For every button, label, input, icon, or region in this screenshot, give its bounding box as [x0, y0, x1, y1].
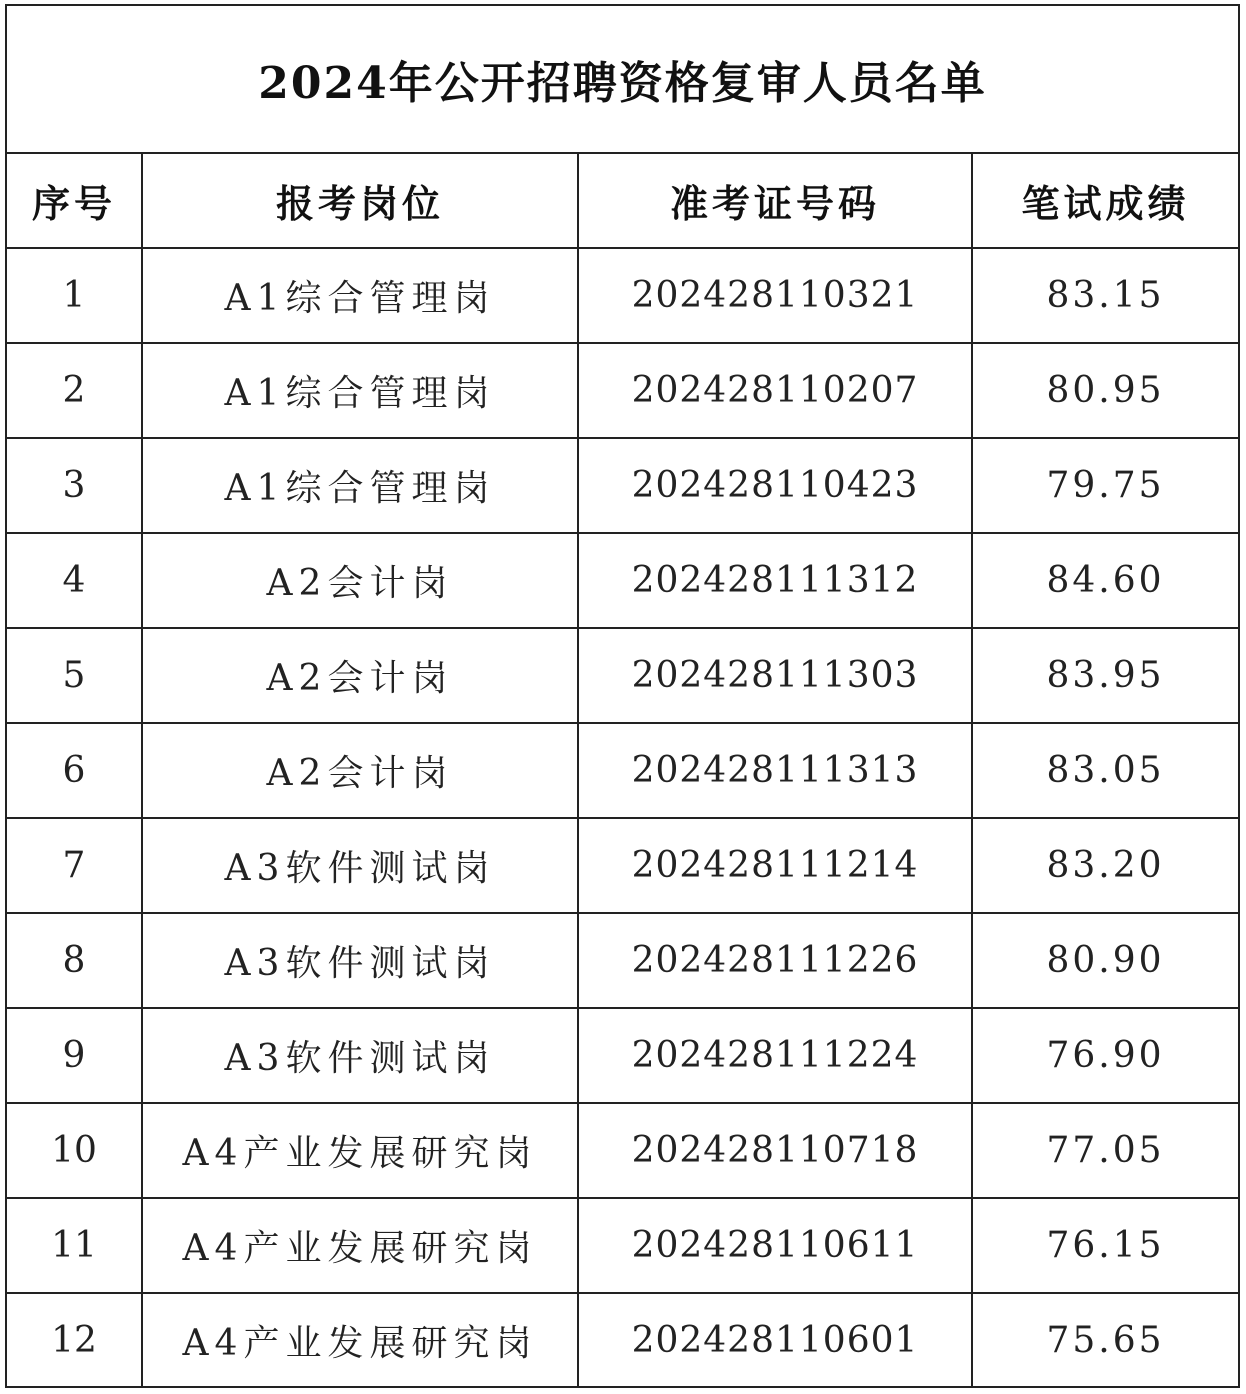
- cell-no: 2: [7, 343, 142, 438]
- cell-score: 77.05: [972, 1103, 1238, 1198]
- cell-score: 76.15: [972, 1198, 1238, 1293]
- cell-ticket: 202428110718: [578, 1103, 972, 1198]
- cell-ticket: 202428110207: [578, 343, 972, 438]
- cell-ticket: 202428110601: [578, 1293, 972, 1387]
- table-row: [7, 1293, 1238, 1387]
- table-row: [7, 628, 1238, 723]
- cell-ticket: 202428110321: [578, 248, 972, 343]
- title-row: [7, 6, 1238, 154]
- cell-score: 83.20: [972, 818, 1238, 913]
- cell-ticket: 202428110611: [578, 1198, 972, 1293]
- cell-no: 9: [7, 1008, 142, 1103]
- table-row: [7, 248, 1238, 343]
- cell-position: A1综合管理岗: [142, 343, 578, 438]
- cell-position: A3软件测试岗: [142, 818, 578, 913]
- cell-no: 12: [7, 1293, 142, 1387]
- header-row: [7, 154, 1238, 248]
- table-row: [7, 1008, 1238, 1103]
- table-row: [7, 818, 1238, 913]
- table-row: [7, 1198, 1238, 1293]
- cell-position: A3软件测试岗: [142, 1008, 578, 1103]
- cell-no: 4: [7, 533, 142, 628]
- cell-no: 3: [7, 438, 142, 533]
- cell-ticket: 202428111312: [578, 533, 972, 628]
- cell-ticket: 202428111303: [578, 628, 972, 723]
- cell-position: A4产业发展研究岗: [142, 1103, 578, 1198]
- table-row: [7, 723, 1238, 818]
- cell-ticket: 202428110423: [578, 438, 972, 533]
- column-header-no: 序号: [7, 154, 142, 248]
- cell-no: 11: [7, 1198, 142, 1293]
- cell-no: 1: [7, 248, 142, 343]
- cell-score: 83.95: [972, 628, 1238, 723]
- cell-score: 84.60: [972, 533, 1238, 628]
- cell-position: A2会计岗: [142, 723, 578, 818]
- cell-no: 10: [7, 1103, 142, 1198]
- cell-position: A4产业发展研究岗: [142, 1198, 578, 1293]
- table-row: [7, 1103, 1238, 1198]
- cell-no: 5: [7, 628, 142, 723]
- table-row: [7, 438, 1238, 533]
- candidate-table: [7, 154, 1238, 1387]
- cell-no: 7: [7, 818, 142, 913]
- cell-ticket: 202428111224: [578, 1008, 972, 1103]
- cell-ticket: 202428111214: [578, 818, 972, 913]
- cell-score: 80.90: [972, 913, 1238, 1008]
- cell-ticket: 202428111226: [578, 913, 972, 1008]
- cell-score: 79.75: [972, 438, 1238, 533]
- cell-position: A1综合管理岗: [142, 438, 578, 533]
- column-header-position: 报考岗位: [142, 154, 578, 248]
- cell-score: 76.90: [972, 1008, 1238, 1103]
- cell-position: A1综合管理岗: [142, 248, 578, 343]
- column-header-score: 笔试成绩: [972, 154, 1238, 248]
- cell-score: 75.65: [1046, 1320, 1165, 1361]
- cell-no: 8: [7, 913, 142, 1008]
- cell-no: 6: [7, 723, 142, 818]
- table-row: [7, 913, 1238, 1008]
- table-row: [7, 343, 1238, 438]
- cell-score: 83.15: [972, 248, 1238, 343]
- cell-position: A2会计岗: [142, 533, 578, 628]
- cell-position: A2会计岗: [142, 628, 578, 723]
- cell-score: 80.95: [972, 343, 1238, 438]
- cell-position: A4产业发展研究岗: [142, 1293, 578, 1387]
- column-header-ticket: 准考证号码: [578, 154, 972, 248]
- table-body: [7, 248, 1238, 1387]
- cell-score: 83.05: [972, 723, 1238, 818]
- cell-position: A3软件测试岗: [142, 913, 578, 1008]
- cell-ticket: 202428111313: [578, 723, 972, 818]
- page-title: 2024年公开招聘资格复审人员名单: [258, 58, 987, 109]
- table-row: [7, 533, 1238, 628]
- document-table: [5, 4, 1240, 1388]
